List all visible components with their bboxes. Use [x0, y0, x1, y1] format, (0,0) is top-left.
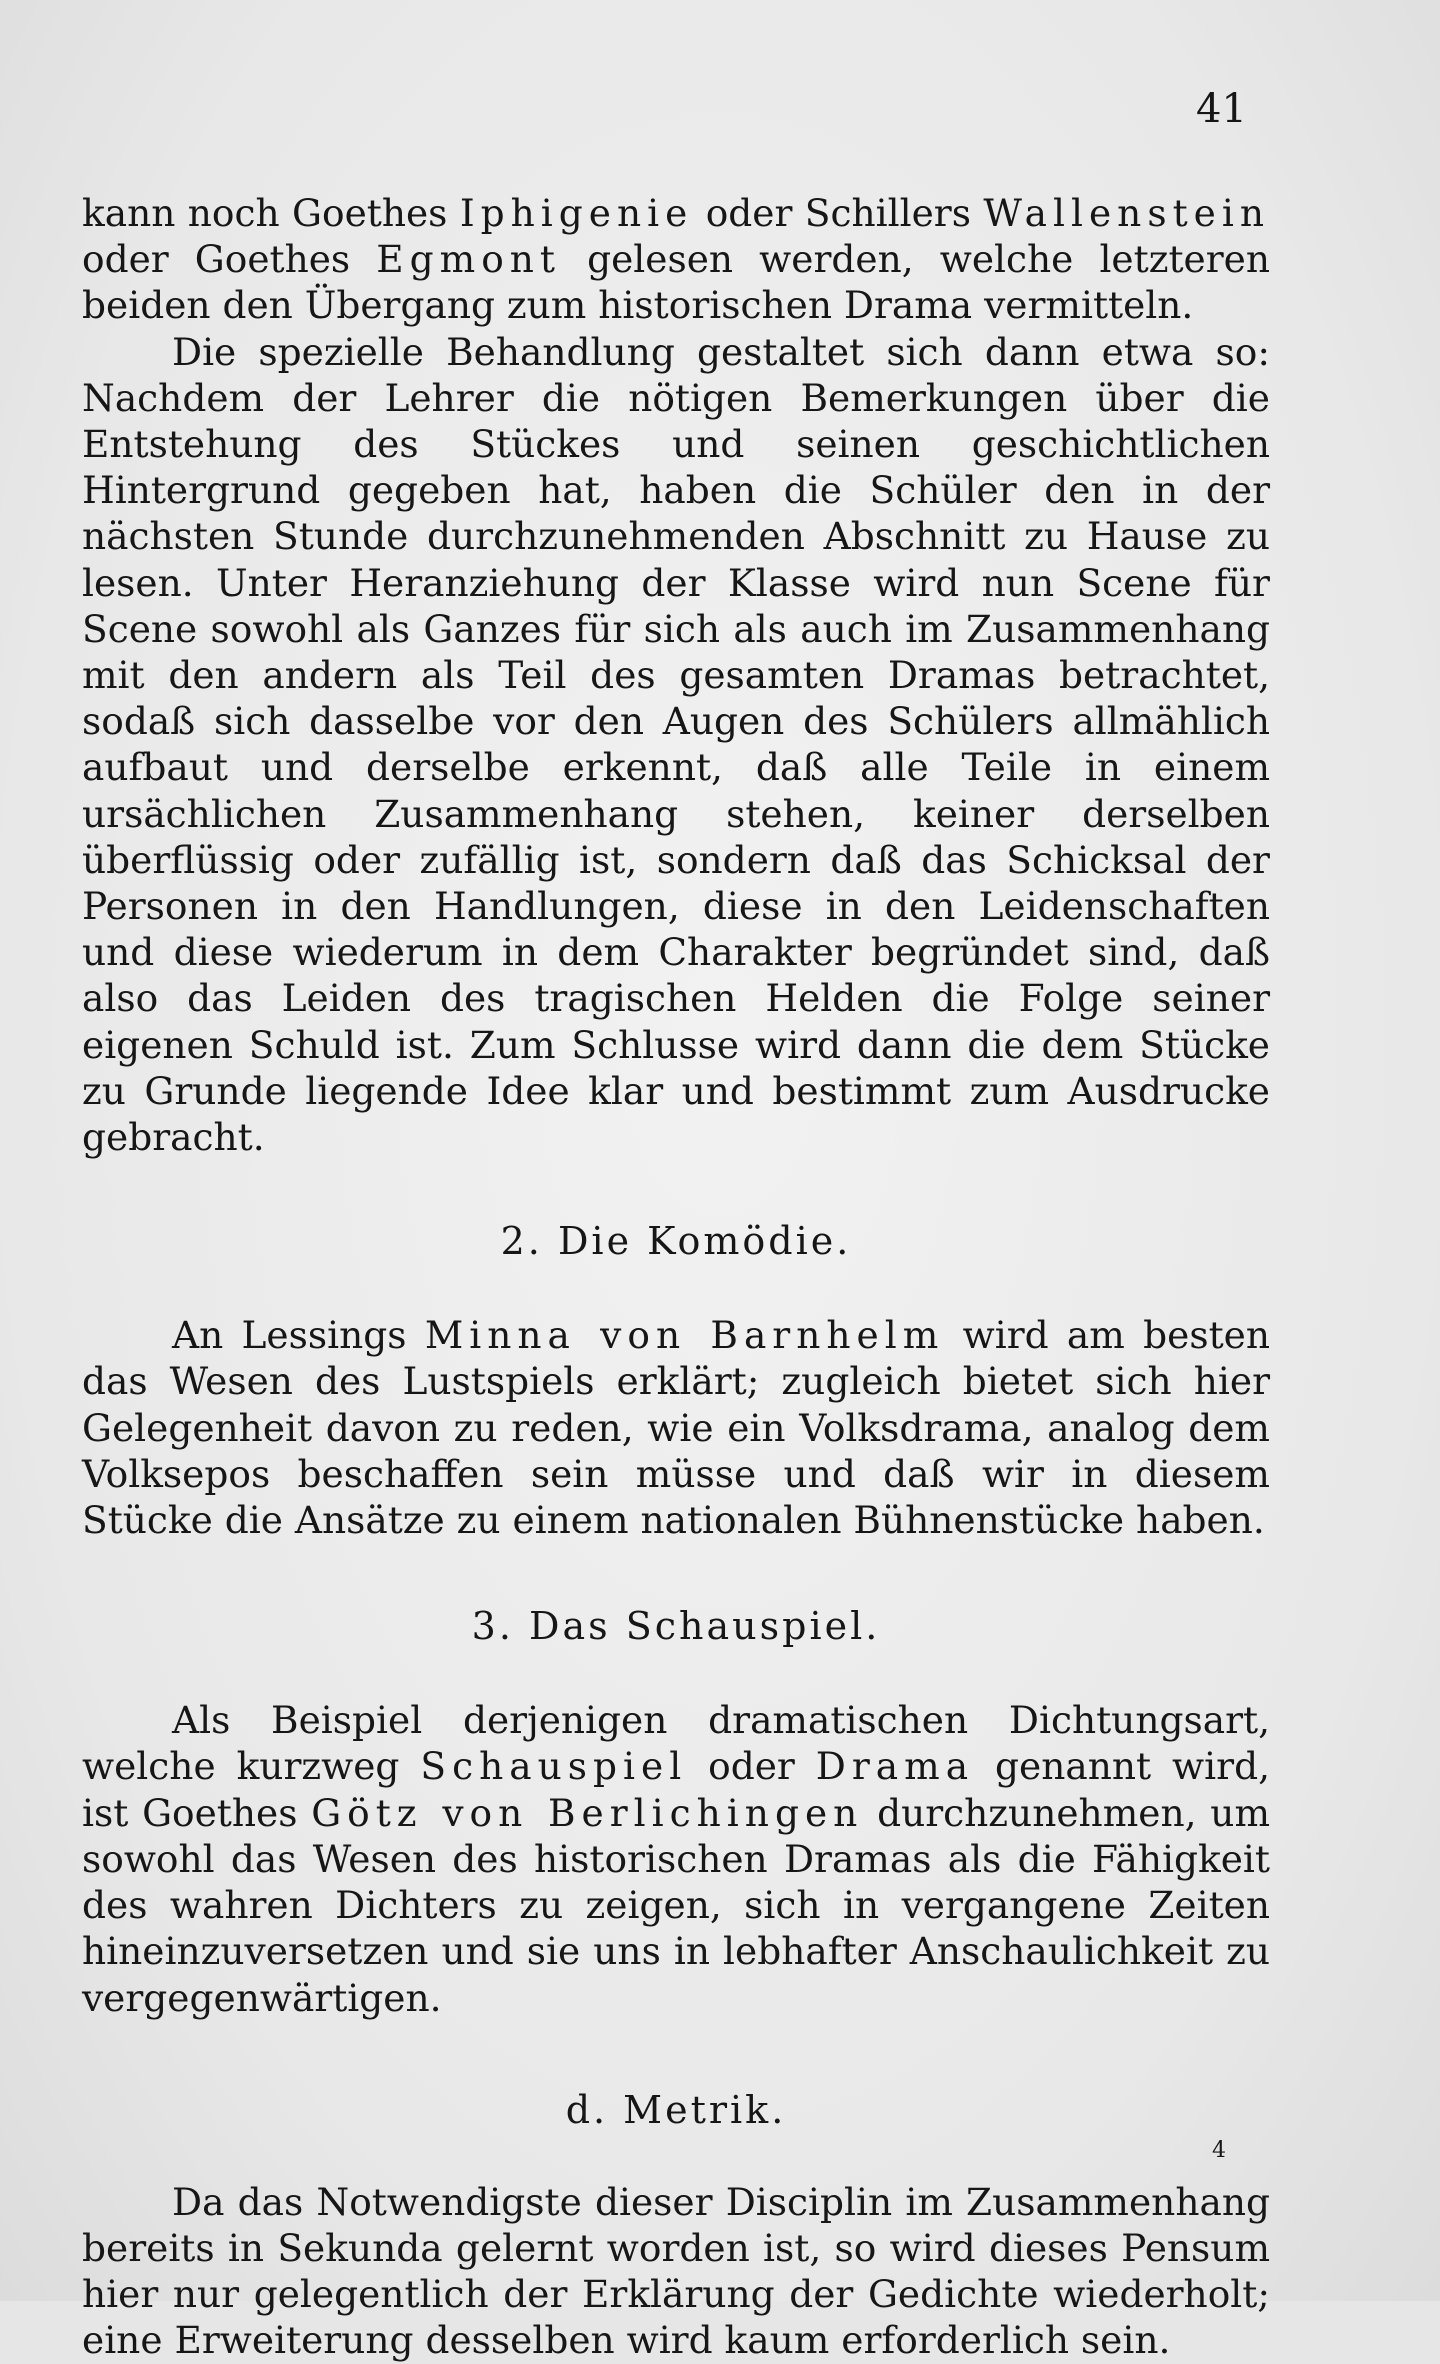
section-heading-komoedie: 2. Die Komödie.: [500, 1219, 852, 1264]
paragraph-komoedie: [82, 1312, 1270, 1543]
paragraph-treatment: Die spezielle Behandlung gestaltet sich dann etwa so: Nachdem der Lehrer die nötigen Bemerkungen über die Entstehung des Stückes und seinen geschichtlichen Hintergrund gegeben hat, haben die Schüler den in der nächsten Stunde durchzunehmenden Abschnitt zu Hause zu lesen. Unter Heranziehung der Klasse wird nun Scene für Scene sowohl als Ganzes für sich als auch im Zusammenhang mit den andern als Teil des gesamten Dramas betrachtet, sodaß sich dasselbe vor den Augen des Schülers allmählich aufbaut und derselbe erkennt, daß alle Teile in einem ursächlichen Zusammenhang stehen, keiner derselben überflüssig oder zufällig ist, sondern daß das Schicksal der Personen in den Handlungen, diese in den Leidenschaften und diese wiederum in dem Charakter begründet sind, daß also das Leiden des tragischen Helden die Folge seiner eigenen Schuld ist. Zum Schlusse wird dann die dem Stücke zu Grunde liegende Idee klar und bestimmt zum Ausdrucke gebracht.: [82, 329, 1270, 1160]
work-title-goetz: Götz von Berlichingen: [311, 1790, 864, 1835]
text-run: kann noch Goethes: [82, 191, 460, 235]
term-schauspiel: Schauspiel: [420, 1744, 688, 1789]
term-drama: Drama: [815, 1744, 975, 1789]
paragraph-intro: [82, 190, 1270, 329]
text-run: Als Beispiel derjenigen dramatischen Dichtungsart, welche kurzweg: [82, 1698, 1270, 1789]
text-run: wird am besten das Wesen des Lustspiels erklärt; zugleich bietet sich hier Gelegenheit davon zu reden, wie ein Volksdrama, analog dem Volksepos beschaffen sein müsse und daß wir in diesem Stücke die Ansätze zu einem nationalen Bühnenstücke haben.: [82, 1313, 1270, 1543]
paragraph-schauspiel: [82, 1697, 1270, 2020]
work-title-minna: Minna von Barnhelm: [424, 1313, 945, 1358]
paragraph-metrik: Da das Notwendigste dieser Disciplin im Zusammenhang bereits in Sekunda gelernt worden ist, so wird dieses Pensum hier nur gelegentlich der Erklärung der Gedichte wiederholt; eine Erweiterung desselben wird kaum erforderlich sein.: [82, 2179, 1270, 2363]
work-title-wallenstein: Wallenstein: [983, 191, 1270, 235]
page-number: 41: [1196, 86, 1247, 132]
text-run: oder Schillers: [693, 191, 984, 235]
body-text: [82, 190, 1270, 2364]
text-run: An Lessings: [172, 1313, 425, 1358]
section-heading-schauspiel: 3. Das Schauspiel.: [471, 1604, 881, 1649]
text-run: oder Goethes: [82, 237, 377, 282]
text-run: oder: [687, 1744, 816, 1789]
text-run: genannt wird, ist Goethes: [82, 1744, 1270, 1835]
text-run: gelesen werden, welche letzteren beiden den Übergang zum historischen Drama vermitteln.: [82, 237, 1270, 328]
work-title-egmont: Egmont: [376, 237, 562, 282]
section-heading-metrik: d. Metrik.: [565, 2087, 787, 2132]
signature-mark: 4: [1212, 2138, 1226, 2163]
text-run: durchzunehmen, um sowohl das Wesen des historischen Dramas als die Fähigkeit des wahren Dichters zu zeigen, sich in vergangene Zeiten hineinzuversetzen und sie uns in lebhafter Anschaulichkeit zu vergegenwärtigen.: [82, 1790, 1270, 2020]
work-title-iphigenie: Iphigenie: [459, 191, 694, 235]
